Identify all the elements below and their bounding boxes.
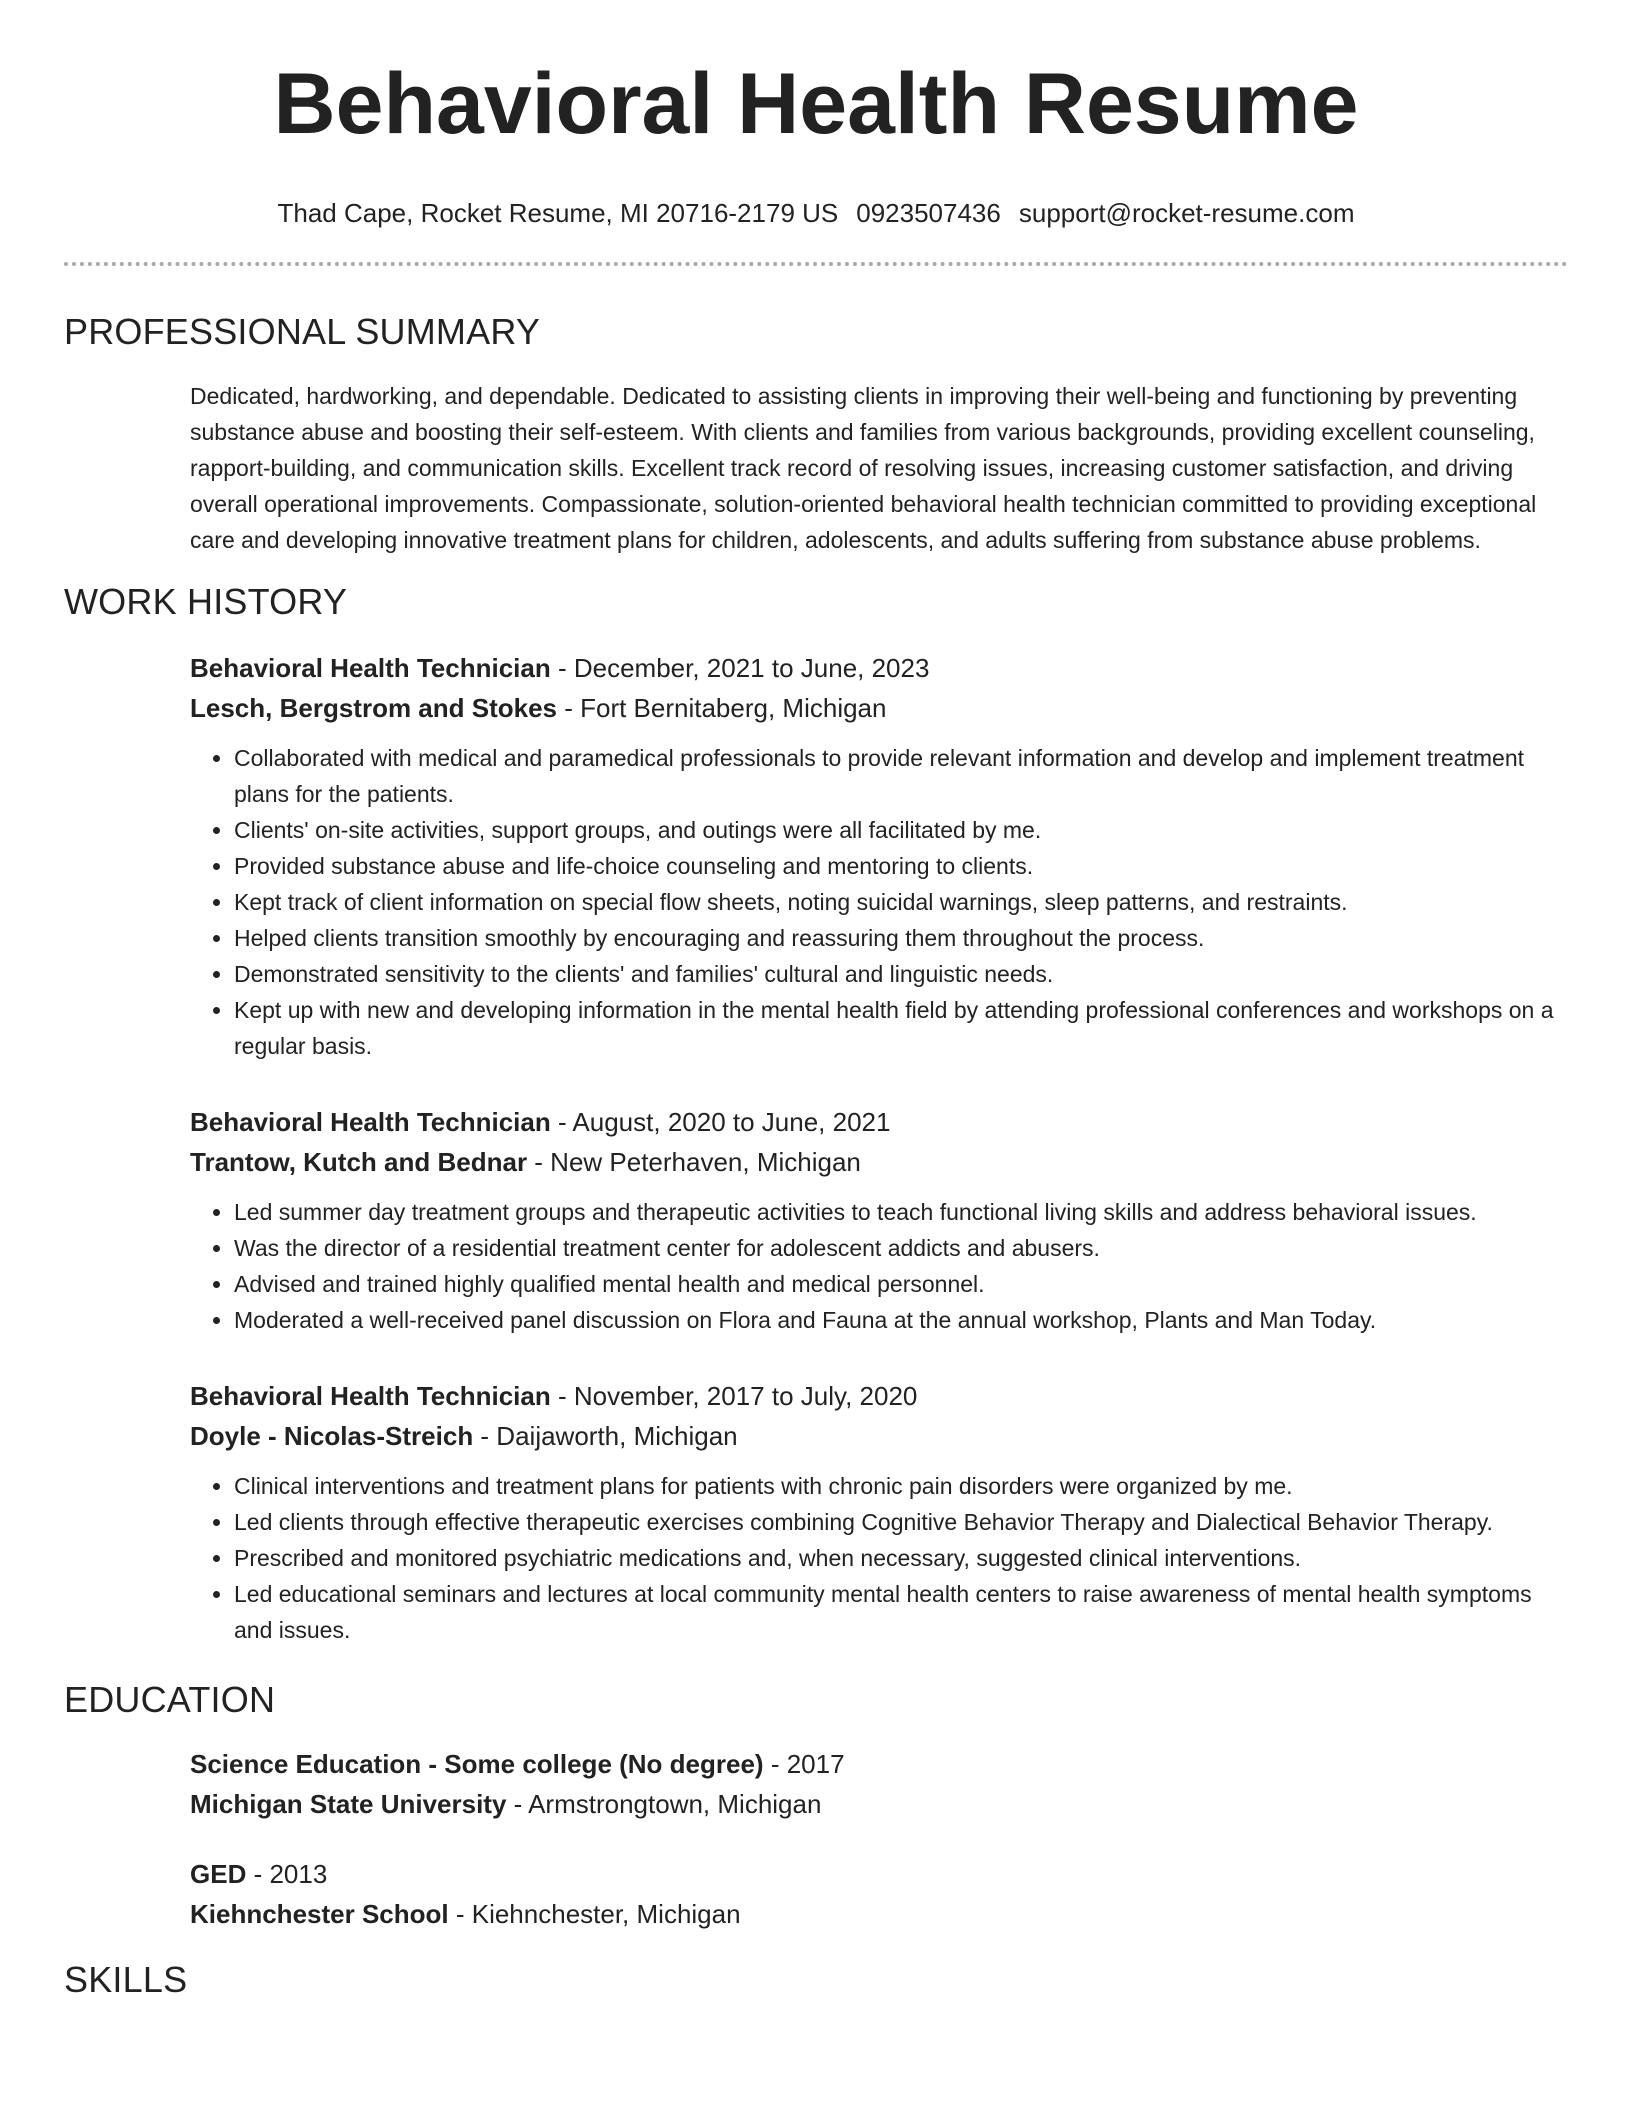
job-company-line	[190, 1416, 1568, 1456]
header-divider	[64, 262, 1568, 266]
job-location: - New Peterhaven, Michigan	[527, 1147, 861, 1177]
job-title-line	[190, 1376, 1568, 1416]
education-year: - 2017	[763, 1749, 845, 1779]
job-bullet: • Collaborated with medical and paramedical professionals to provide relevant information and develop and implement treatment plans for the patients.	[234, 740, 1568, 812]
job-company-line	[190, 688, 1568, 728]
job-title-line	[190, 648, 1568, 688]
job-bullet: • Prescribed and monitored psychiatric medications and, when necessary, suggested clinical interventions.	[234, 1540, 1568, 1576]
contact-phone: 0923507436	[856, 198, 1001, 228]
job-company: Doyle - Nicolas-Streich	[190, 1421, 474, 1451]
education-location: - Armstrongtown, Michigan	[506, 1789, 822, 1819]
job-bullet: • Moderated a well-received panel discussion on Flora and Fauna at the annual workshop, Plants and Man Today.	[234, 1302, 1568, 1338]
job-bullet: • Led summer day treatment groups and therapeutic activities to teach functional living skills and address behavioral issues.	[234, 1194, 1568, 1230]
section-heading-skills: SKILLS	[64, 1959, 188, 2000]
education-degree: Science Education - Some college (No degree)	[190, 1749, 764, 1779]
job-bullet: • Provided substance abuse and life-choice counseling and mentoring to clients.	[234, 848, 1568, 884]
contact-address: Thad Cape, Rocket Resume, MI 20716-2179 US	[277, 198, 839, 228]
job-bullets	[190, 1194, 1568, 1338]
education-entry	[190, 1744, 1568, 1824]
section-heading-work-history: WORK HISTORY	[64, 581, 348, 622]
education-degree: GED	[190, 1859, 247, 1889]
job-entry	[190, 1102, 1568, 1338]
education-school: Michigan State University	[190, 1789, 507, 1819]
job-bullets	[190, 740, 1568, 1064]
education-degree-line	[190, 1744, 1568, 1784]
education-degree-line	[190, 1854, 1568, 1894]
job-company: Trantow, Kutch and Bednar	[190, 1147, 528, 1177]
job-dates: - August, 2020 to June, 2021	[550, 1107, 891, 1137]
education-location: - Kiehnchester, Michigan	[448, 1899, 741, 1929]
job-dates: - December, 2021 to June, 2023	[550, 653, 930, 683]
section-heading-education: EDUCATION	[64, 1679, 276, 1720]
job-entry	[190, 1376, 1568, 1648]
summary-text: Dedicated, hardworking, and dependable. Dedicated to assisting clients in improving their well-being and functioning by preventing substance abuse and boosting their self-esteem. With clients and families from various backgrounds, providing excellent counseling, rapport-building, and communication skills. Excellent track record of resolving issues, increasing customer satisfaction, and driving overall operational improvements. Compassionate, solution-oriented behavioral health technician committed to providing exceptional care and developing innovative treatment plans for children, adolescents, and adults suffering from substance abuse problems.	[190, 383, 1537, 553]
job-location: - Daijaworth, Michigan	[473, 1421, 738, 1451]
contact-line	[64, 198, 1568, 228]
job-bullet: • Was the director of a residential treatment center for adolescent addicts and abusers.	[234, 1230, 1568, 1266]
job-title: Behavioral Health Technician	[190, 1107, 551, 1137]
education-entry	[190, 1854, 1568, 1934]
education-school-line	[190, 1894, 1568, 1934]
job-title: Behavioral Health Technician	[190, 1381, 551, 1411]
resume-title: Behavioral Health Resume	[273, 56, 1359, 152]
job-entry	[190, 648, 1568, 1064]
job-bullet: • Led clients through effective therapeutic exercises combining Cognitive Behavior Therapy and Dialectical Behavior Therapy.	[234, 1504, 1568, 1540]
work-history-list	[190, 648, 1568, 1648]
job-bullet: • Kept track of client information on special flow sheets, noting suicidal warnings, sleep patterns, and restraints.	[234, 884, 1568, 920]
job-bullet: • Led educational seminars and lectures at local community mental health centers to raise awareness of mental health symptoms and issues.	[234, 1576, 1568, 1648]
job-bullets	[190, 1468, 1568, 1648]
contact-email: support@rocket-resume.com	[1018, 198, 1355, 228]
job-company: Lesch, Bergstrom and Stokes	[190, 693, 557, 723]
education-year: - 2013	[246, 1859, 328, 1889]
job-bullet: • Advised and trained highly qualified mental health and medical personnel.	[234, 1266, 1568, 1302]
job-bullet: • Clients' on-site activities, support groups, and outings were all facilitated by me.	[234, 812, 1568, 848]
job-bullet: • Kept up with new and developing information in the mental health field by attending professional conferences and workshops on a regular basis.	[234, 992, 1568, 1064]
education-school-line	[190, 1784, 1568, 1824]
job-company-line	[190, 1142, 1568, 1182]
section-heading-summary: PROFESSIONAL SUMMARY	[64, 311, 541, 352]
job-title: Behavioral Health Technician	[190, 653, 551, 683]
job-bullet: • Demonstrated sensitivity to the clients' and families' cultural and linguistic needs.	[234, 956, 1568, 992]
job-bullet: • Clinical interventions and treatment plans for patients with chronic pain disorders were organized by me.	[234, 1468, 1568, 1504]
job-bullet: • Helped clients transition smoothly by encouraging and reassuring them throughout the process.	[234, 920, 1568, 956]
job-dates: - November, 2017 to July, 2020	[550, 1381, 918, 1411]
job-location: - Fort Bernitaberg, Michigan	[557, 693, 887, 723]
job-title-line	[190, 1102, 1568, 1142]
education-school: Kiehnchester School	[190, 1899, 449, 1929]
education-list	[190, 1744, 1568, 1934]
